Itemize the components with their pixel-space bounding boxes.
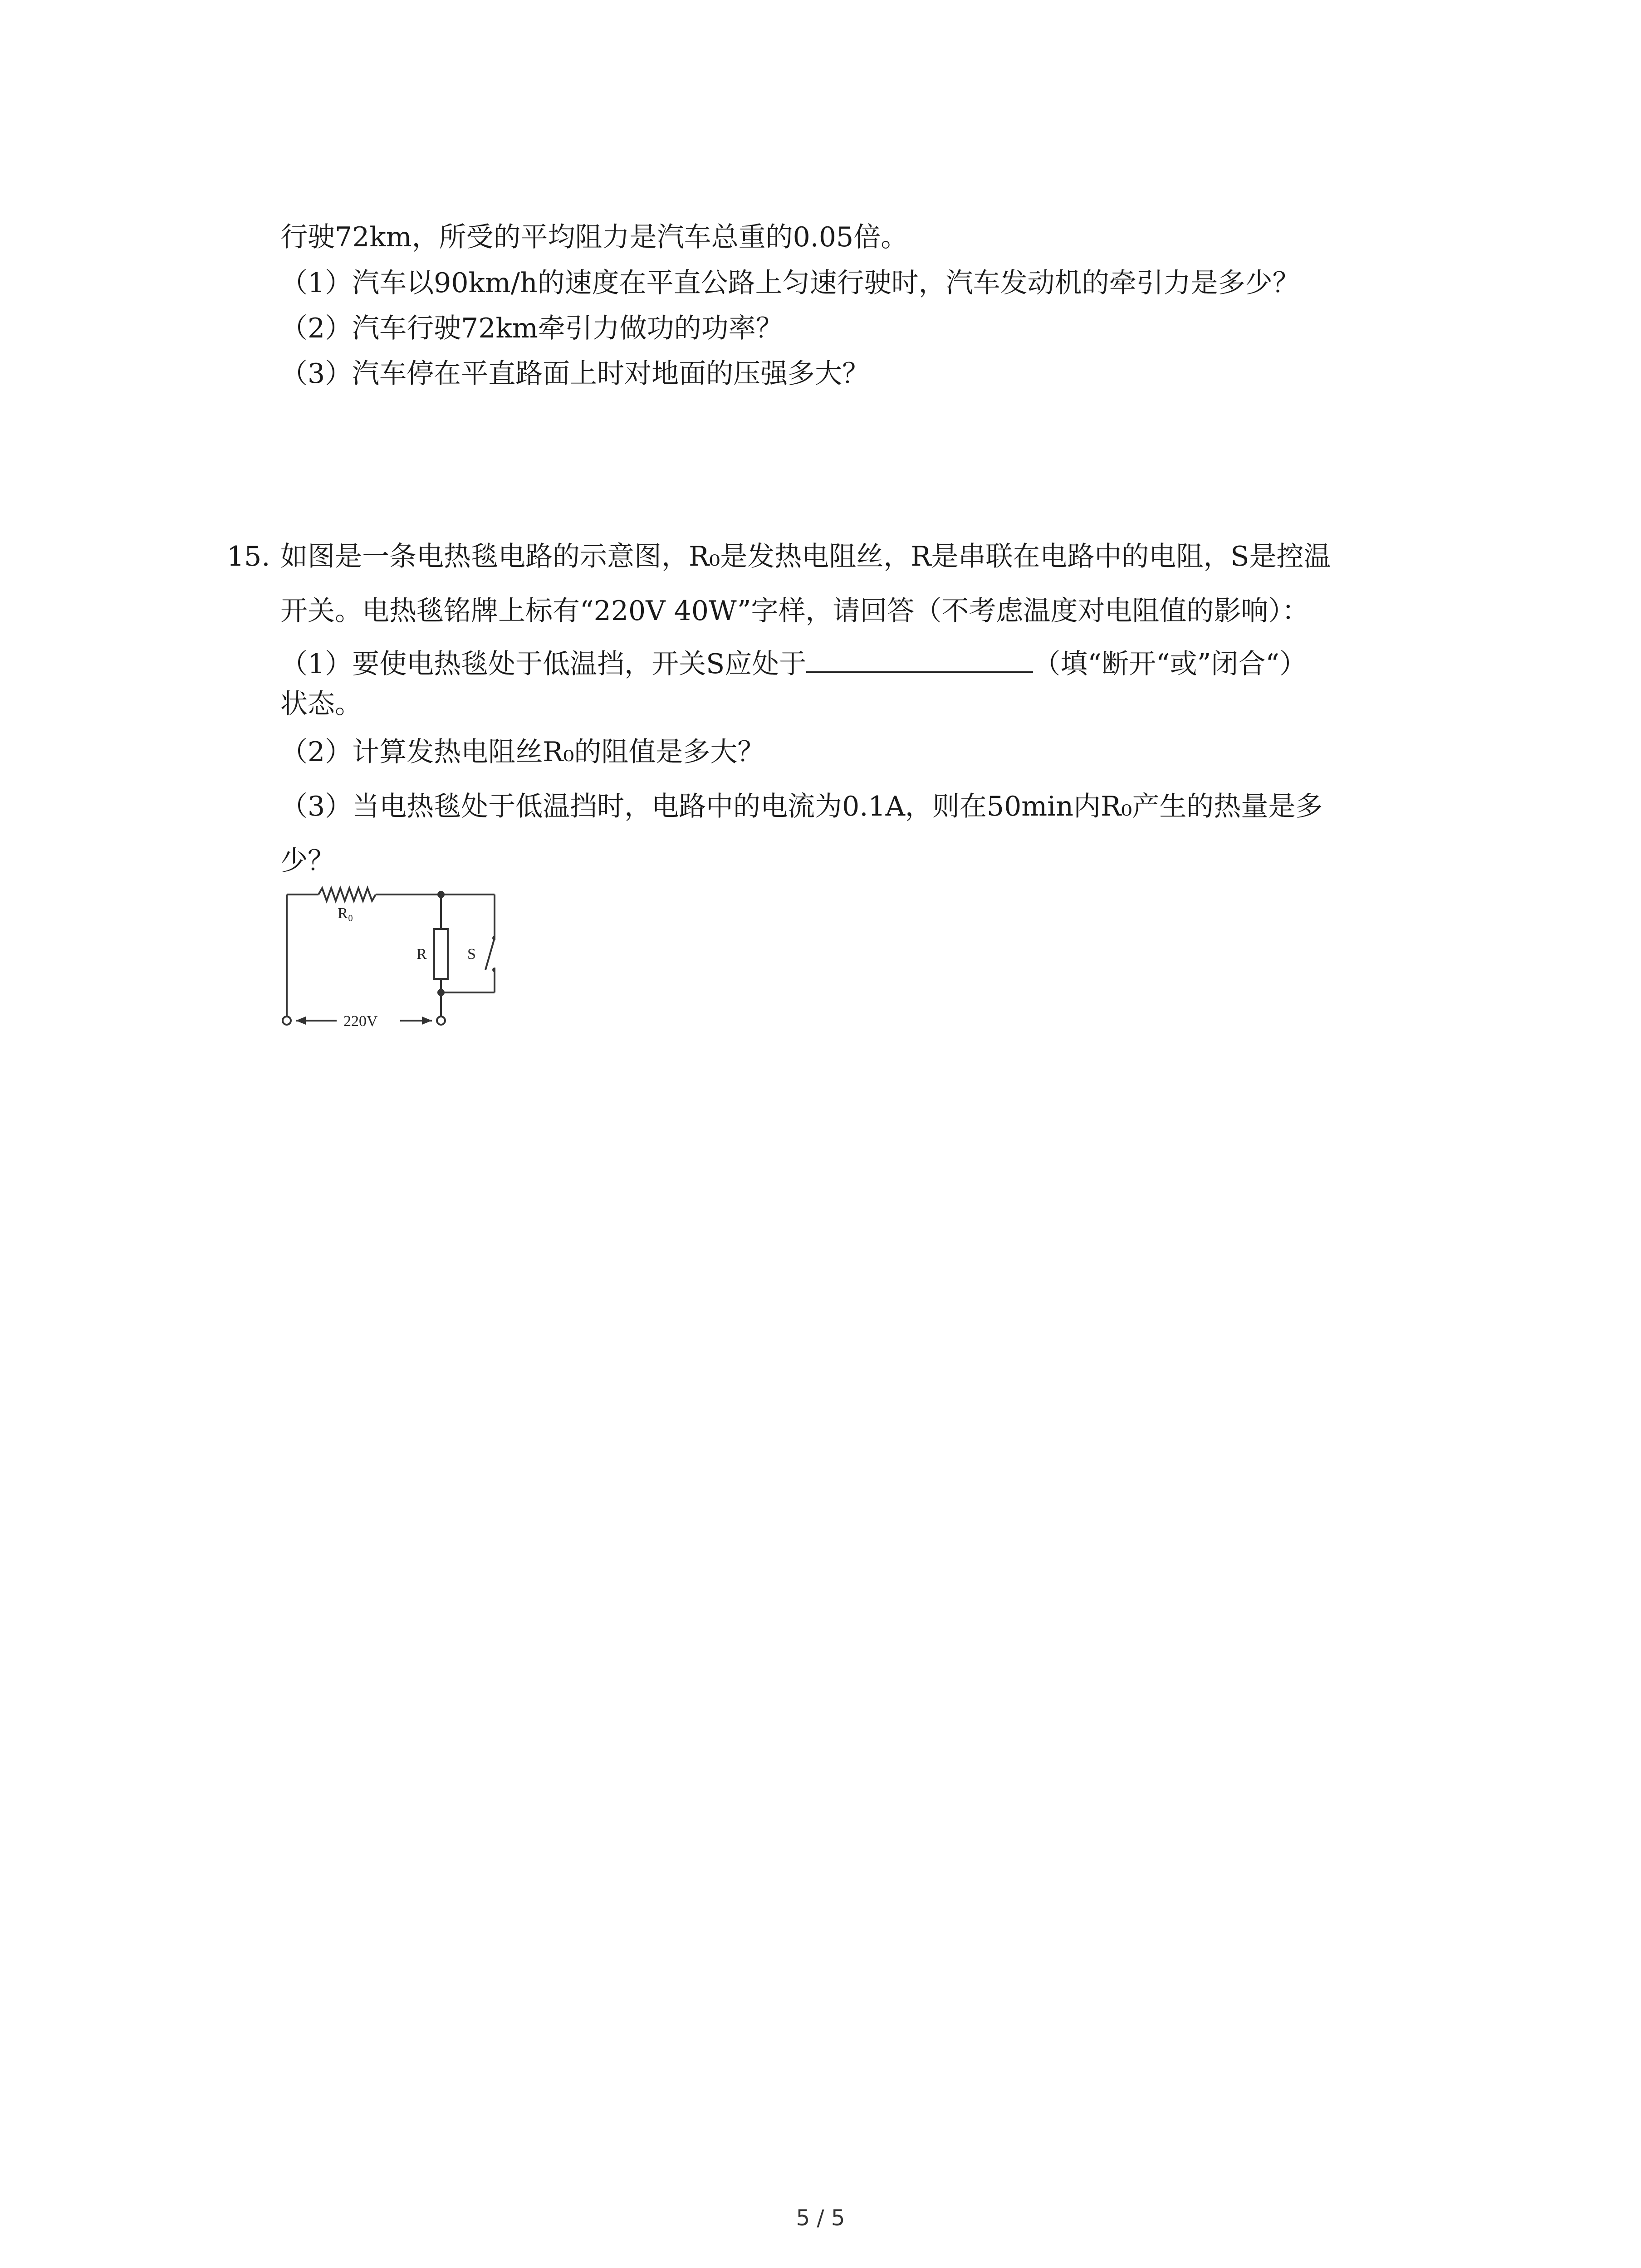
question-sub1 (280, 644, 1307, 682)
prev-question-line: 行驶72km，所受的平均阻力是汽车总重的0.05倍。 (280, 221, 908, 253)
question-text-line2: 开关。电热毯铭牌上标有“220V 40W”字样，请回答（不考虑温度对电阻值的影响）： (280, 595, 1309, 627)
question-text-line1: 如图是一条电热毯电路的示意图，R₀是发热电阻丝，R是串联在电路中的电阻，S是控温 (280, 541, 1331, 572)
sub1-text-after: （填“断开“或”闭合“） (1033, 648, 1307, 680)
label-voltage: 220V (343, 1013, 378, 1030)
prev-question-sub3: （3）汽车停在平直路面上时对地面的压强多大？ (280, 358, 870, 390)
answer-blank[interactable] (806, 644, 1033, 673)
question-sub3: （3）当电热毯处于低温挡时，电路中的电流为0.1A，则在50min内R₀产生的热量是多 (280, 791, 1323, 822)
question-sub2: （2）计算发热电阻丝R₀的阻值是多大？ (280, 736, 765, 768)
label-r0: R₀ (338, 905, 353, 922)
question-sub1-continued: 状态。 (280, 688, 362, 720)
page-number: 5 / 5 (796, 2205, 845, 2231)
sub1-text-before: （1）要使电热毯处于低温挡，开关S应处于 (280, 648, 807, 680)
prev-question-sub1: （1）汽车以90km/h的速度在平直公路上匀速行驶时，汽车发动机的牵引力是多少？ (280, 267, 1300, 299)
circuit-diagram (278, 884, 495, 1038)
prev-question-sub2: （2）汽车行驶72km牵引力做功的功率？ (280, 313, 783, 344)
question-number: 15. (227, 541, 270, 572)
label-s: S (467, 946, 476, 963)
label-r: R (416, 946, 427, 963)
question-sub3-continued: 少？ (280, 845, 335, 877)
